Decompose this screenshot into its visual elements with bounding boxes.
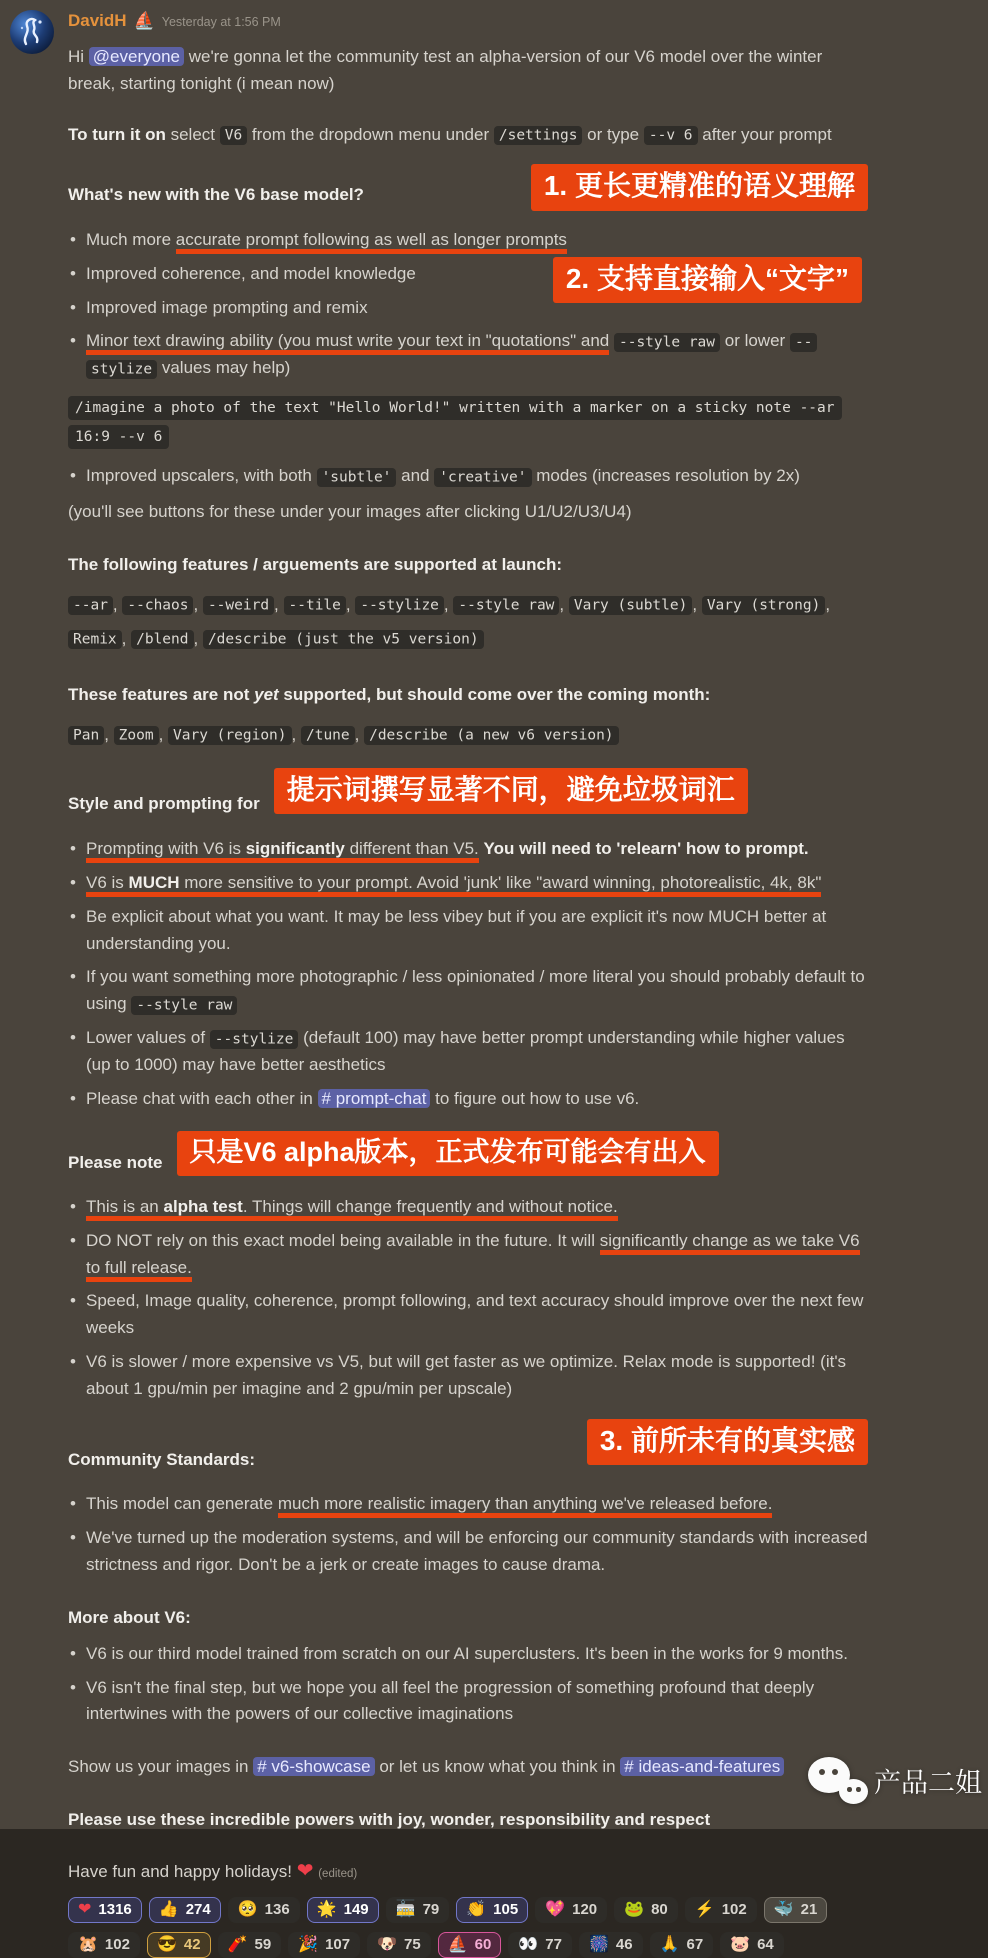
section-heading: What's new with the V6 base model? — [68, 185, 364, 205]
reaction-count: 120 — [572, 1900, 598, 1918]
firecracker-icon: 🧨 — [227, 1935, 248, 1953]
prompt-chat-channel-mention[interactable]: # prompt-chat — [318, 1089, 431, 1108]
text-run: Lower values of — [86, 1028, 210, 1048]
style-heading: Style and prompting for — [68, 794, 260, 814]
community-list — [68, 1491, 868, 1579]
separator: , — [559, 594, 569, 614]
reaction-sunglasses-face[interactable] — [147, 1932, 211, 1958]
underlined-text: Minor text drawing ability (you must write your text in "quotations" and — [86, 331, 609, 355]
list-item — [68, 1228, 868, 1282]
not-yet-feature-chips — [68, 718, 868, 752]
code-chip: --style raw — [131, 996, 237, 1015]
list-item — [68, 904, 868, 958]
text-run: This is an — [86, 1196, 164, 1216]
reaction-sailboat[interactable] — [438, 1932, 502, 1958]
u1234-note: (you'll see buttons for these under your images after clicking U1/U2/U3/U4) — [68, 502, 632, 522]
code-chip: Vary (strong) — [702, 596, 826, 615]
tram-car-icon: 🚋 — [395, 1900, 416, 1918]
not-yet-heading — [68, 682, 868, 709]
reaction-count: 79 — [422, 1900, 440, 1918]
text-run: or lower — [720, 331, 790, 351]
hamster-icon: 🐹 — [78, 1935, 98, 1953]
code-chip: --tile — [284, 596, 346, 615]
more-about-heading: More about V6: — [68, 1607, 191, 1627]
code-chip: Zoom — [114, 726, 159, 745]
text-run: we're gonna let the community test an alpha-version of our V6 model over the winter break, starting tonight (i mean now) — [68, 46, 823, 93]
text-run-bold: alpha test — [163, 1196, 243, 1216]
separator: , — [193, 594, 203, 614]
annotation-box-4: 只是V6 alpha版本，正式发布可能会有出入 — [177, 1131, 719, 1176]
reaction-count: 102 — [721, 1900, 747, 1918]
code-chip: --chaos — [122, 596, 193, 615]
wechat-logo-icon — [808, 1755, 874, 1811]
text-run: Hi — [68, 46, 89, 66]
text-run: Show us your images in — [68, 1757, 254, 1777]
text-run: To turn it on — [68, 124, 166, 144]
sailboat-badge-icon: ⛵ — [133, 11, 155, 30]
reaction-count: 274 — [185, 1900, 211, 1918]
code-chip: /tune — [301, 726, 355, 745]
edited-label: (edited) — [318, 1868, 358, 1881]
reaction-clap[interactable] — [456, 1897, 528, 1923]
separator: , — [104, 724, 114, 744]
reaction-count: 67 — [686, 1935, 704, 1953]
fireworks-icon: 🎆 — [588, 1935, 609, 1953]
separator: , — [692, 594, 702, 614]
reaction-row-1 — [68, 1897, 868, 1923]
reaction-sparkling-heart[interactable] — [535, 1897, 607, 1923]
clap-icon: 👏 — [466, 1900, 487, 1918]
text-run: from the dropdown menu under — [247, 124, 494, 144]
text-run: or type — [582, 124, 644, 144]
code-chip: Pan — [68, 726, 104, 745]
imagine-command-block — [68, 394, 858, 451]
list-item — [68, 964, 868, 1018]
frog-icon: 🐸 — [624, 1900, 645, 1918]
code-chip: --style raw — [453, 596, 559, 615]
text-run: and — [396, 466, 435, 486]
showcase-line — [68, 1754, 868, 1781]
message-content — [68, 8, 868, 1958]
text-run: more sensitive to your prompt. Avoid 'junk' like "award winning, photorealistic, 4k, 8k" — [179, 872, 822, 892]
text-run: values may help) — [157, 358, 291, 378]
whale-icon: 🐳 — [773, 1900, 794, 1918]
code-chip: --stylize — [86, 333, 817, 379]
supported-feature-chips — [68, 588, 868, 656]
text-run: modes (increases resolution by 2x) — [531, 466, 800, 486]
underlined-text: significantly change as we take V6 to full release. — [86, 1231, 860, 1282]
reaction-count: 149 — [343, 1900, 369, 1918]
reaction-whale[interactable] — [764, 1897, 828, 1923]
style-list — [68, 836, 868, 1113]
sparkling-heart-icon: 💖 — [545, 1900, 566, 1918]
text-run: Please chat with each other in — [86, 1088, 318, 1108]
text-run: This model can generate — [86, 1494, 278, 1514]
text-run-italic: yet — [254, 684, 279, 704]
separator: , — [825, 594, 831, 614]
reaction-count: 64 — [757, 1935, 774, 1953]
reaction-firecracker[interactable] — [218, 1932, 282, 1958]
text-run: (default 100) may have better prompt understanding while higher values (up to 1000) may have better aesthetics — [86, 1028, 845, 1075]
reaction-party-popper[interactable] — [288, 1932, 360, 1958]
reaction-count: 77 — [545, 1935, 562, 1953]
party-popper-icon: 🎉 — [298, 1935, 319, 1953]
text-run: V6 is our third model trained from scratch on our AI superclusters. It's been in the works for 9 months. — [86, 1643, 848, 1663]
heart-icon: ❤ — [296, 1860, 314, 1883]
v6-showcase-channel-mention[interactable]: # v6-showcase — [253, 1757, 374, 1776]
separator: , — [158, 724, 169, 744]
code-chip: --stylize — [210, 1030, 299, 1049]
text-run: Prompting with V6 is — [86, 839, 246, 859]
list-item — [68, 836, 868, 863]
message-header — [68, 8, 868, 35]
sailboat-icon: ⛵ — [447, 1935, 468, 1953]
reaction-thumbs-up[interactable] — [149, 1897, 221, 1923]
reaction-count: 1316 — [98, 1900, 132, 1918]
list-item — [68, 1025, 868, 1079]
reaction-count: 46 — [615, 1935, 633, 1953]
text-run: We've turned up the moderation systems, and will be enforcing our community standards with increased strictness and rigor. Don't be a jerk or create images to cause drama. — [86, 1528, 868, 1574]
code-chip: /describe (just the v5 version) — [203, 630, 484, 649]
code-chip: Vary (subtle) — [569, 596, 693, 615]
reaction-count: 136 — [264, 1900, 290, 1918]
text-run: different than V5. — [344, 839, 479, 859]
underlined-text — [86, 839, 479, 863]
separator: , — [112, 594, 123, 614]
separator: , — [121, 628, 132, 648]
annotation-box-1: 1. 更长更精准的语义理解 — [531, 164, 868, 210]
username[interactable]: DavidH — [68, 11, 127, 30]
list-item — [68, 1525, 868, 1579]
reaction-hamster[interactable] — [68, 1932, 140, 1958]
heart-icon: ❤ — [78, 1900, 92, 1918]
reaction-count: 60 — [474, 1935, 492, 1953]
whats-new-list — [68, 227, 868, 382]
reaction-count: 21 — [800, 1900, 818, 1918]
everyone-mention[interactable]: @everyone — [89, 47, 184, 66]
watermark-text: 产品二姐 — [874, 1767, 982, 1798]
reaction-count: 80 — [651, 1900, 668, 1918]
code-chip: --style raw — [614, 333, 720, 352]
annotation-box-3: 提示词撰写显著不同，避免垃圾词汇 — [274, 768, 748, 814]
text-run: Much more — [86, 229, 176, 249]
style-heading-row — [68, 773, 868, 828]
reaction-fireworks[interactable] — [579, 1932, 643, 1958]
code-chip: 'subtle' — [317, 468, 397, 487]
reaction-count: 75 — [404, 1935, 421, 1953]
text-run-bold: MUCH — [128, 872, 180, 892]
reaction-pleading-face[interactable] — [228, 1897, 300, 1923]
code-chip: Vary (region) — [168, 726, 292, 745]
code-chip: --ar — [68, 596, 113, 615]
separator: , — [193, 628, 203, 648]
closing-line — [68, 1856, 868, 1888]
dog-icon: 🐶 — [377, 1935, 398, 1953]
community-heading-row — [68, 1424, 868, 1483]
imagine-command-code: /imagine a photo of the text "Hello World!" written with a marker on a sticky note --ar 16:9 --v 6 — [68, 396, 842, 449]
reaction-count: 105 — [493, 1900, 519, 1918]
reaction-frog[interactable] — [614, 1897, 678, 1923]
code-chip: /describe (a new v6 version) — [364, 726, 618, 745]
reaction-pig-face[interactable] — [720, 1932, 784, 1958]
list-item — [68, 1194, 868, 1221]
watermark — [808, 1755, 982, 1811]
list-item — [68, 1491, 868, 1518]
reaction-folded-hands[interactable] — [650, 1932, 714, 1958]
zap-icon: ⚡ — [694, 1900, 715, 1918]
please-note-row — [68, 1136, 868, 1186]
list-item — [68, 870, 868, 897]
community-heading: Community Standards: — [68, 1449, 256, 1469]
list-item — [68, 463, 868, 490]
reaction-row-2 — [68, 1932, 868, 1958]
reaction-count: 59 — [254, 1935, 272, 1953]
text-run: V6 isn't the final step, but we hope you all feel the progression of something profound that deeply intertwines with the powers of our collective imaginations — [86, 1677, 815, 1724]
folded-hands-icon: 🙏 — [659, 1935, 680, 1953]
text-run: Be explicit about what you want. It may be less vibey but if you are explicit it's now MUCH better at understanding you. — [86, 906, 827, 953]
code-chip: /settings — [494, 126, 583, 145]
code-chip: --v 6 — [644, 126, 698, 145]
code-chip: --stylize — [355, 596, 444, 615]
underlined-text — [86, 1197, 618, 1221]
reaction-eyes[interactable] — [508, 1932, 572, 1958]
respect-heading: Please use these incredible powers with joy, wonder, responsibility and respect — [68, 1810, 711, 1830]
list-item — [68, 1288, 868, 1342]
turn-on-line — [68, 122, 868, 149]
text-run: or let us know what you think in — [374, 1757, 621, 1777]
please-note-heading: Please note — [68, 1152, 163, 1172]
reaction-tram-car[interactable] — [386, 1897, 450, 1923]
pig-face-icon: 🐷 — [730, 1935, 751, 1953]
code-chip: /blend — [131, 630, 193, 649]
underlined-text: much more realistic imagery than anything we've released before. — [278, 1494, 773, 1518]
text-run: DO NOT rely on this exact model being available in the future. It will — [86, 1230, 600, 1250]
reaction-dog[interactable] — [367, 1932, 431, 1958]
glowing-star-icon: 🌟 — [316, 1900, 337, 1918]
reaction-glowing-star[interactable] — [307, 1897, 379, 1923]
please-note-list — [68, 1194, 868, 1403]
text-run: supported, but should come over the coming month: — [278, 684, 711, 704]
code-chip: V6 — [220, 126, 247, 145]
text-run: Improved coherence, and model knowledge — [86, 263, 416, 283]
annotation-box-2: 2. 支持直接输入“文字” — [553, 257, 862, 303]
list-item — [68, 328, 868, 382]
underlined-text: accurate prompt following as well as longer prompts — [176, 230, 567, 254]
reaction-heart[interactable] — [68, 1897, 142, 1923]
ideas-and-features-channel-mention[interactable]: # ideas-and-features — [620, 1757, 784, 1776]
code-chip: 'creative' — [434, 468, 531, 487]
list-item — [68, 1349, 868, 1403]
text-run-bold: significantly — [245, 839, 345, 859]
sunglasses-face-icon: 😎 — [156, 1935, 177, 1953]
underlined-text — [86, 873, 821, 897]
list-item — [68, 1641, 868, 1668]
text-run: If you want something more photographic / less opinionated / more literal you should probably default to using — [86, 967, 865, 1014]
text-run: These features are not — [68, 684, 255, 704]
separator: , — [345, 594, 356, 614]
more-about-list — [68, 1641, 868, 1729]
text-run: to figure out how to use v6. — [430, 1088, 640, 1108]
thumbs-up-icon: 👍 — [158, 1900, 179, 1918]
text-run: Have fun and happy holidays! — [68, 1862, 297, 1882]
text-run: V6 is slower / more expensive vs V5, but will get faster as we optimize. Relax mode is supported! (it's about 1 gpu/min per imagine and 2 gpu/min per upscale) — [86, 1352, 847, 1399]
list-item — [68, 227, 868, 254]
reaction-count: 102 — [104, 1935, 130, 1953]
separator: , — [291, 724, 301, 744]
code-chip: --weird — [203, 596, 274, 615]
intro-paragraph — [68, 44, 868, 98]
whats-new-heading-row — [68, 172, 868, 218]
annotation-box-5: 3. 前所未有的真实感 — [587, 1419, 868, 1465]
reaction-count: 42 — [183, 1935, 201, 1953]
midjourney-logo-icon — [10, 10, 54, 54]
timestamp: Yesterday at 1:56 PM — [161, 15, 281, 29]
text-run: Speed, Image quality, coherence, prompt following, and text accuracy should improve over the next few weeks — [86, 1291, 864, 1338]
supported-heading: The following features / arguements are supported at launch: — [68, 554, 563, 574]
separator: , — [274, 594, 284, 614]
eyes-icon: 👀 — [518, 1935, 539, 1953]
separator: , — [354, 724, 365, 744]
text-run: V6 is — [86, 872, 129, 892]
text-run: Improved image prompting and remix — [86, 297, 368, 317]
separator: , — [443, 594, 454, 614]
avatar[interactable] — [10, 10, 54, 54]
reaction-count: 107 — [325, 1935, 351, 1953]
text-run: Improved upscalers, with both — [86, 466, 317, 486]
text-run: . Things will change frequently and without notice. — [242, 1196, 618, 1216]
text-run: after your prompt — [697, 124, 832, 144]
reaction-zap[interactable] — [685, 1897, 757, 1923]
pleading-face-icon: 🥺 — [237, 1900, 258, 1918]
list-item — [68, 1086, 868, 1113]
upscaler-list — [68, 463, 868, 490]
list-item — [68, 1675, 868, 1729]
code-chip: Remix — [68, 630, 122, 649]
text-run: select — [165, 124, 220, 144]
text-run-bold: You will need to 'relearn' how to prompt. — [483, 839, 809, 859]
